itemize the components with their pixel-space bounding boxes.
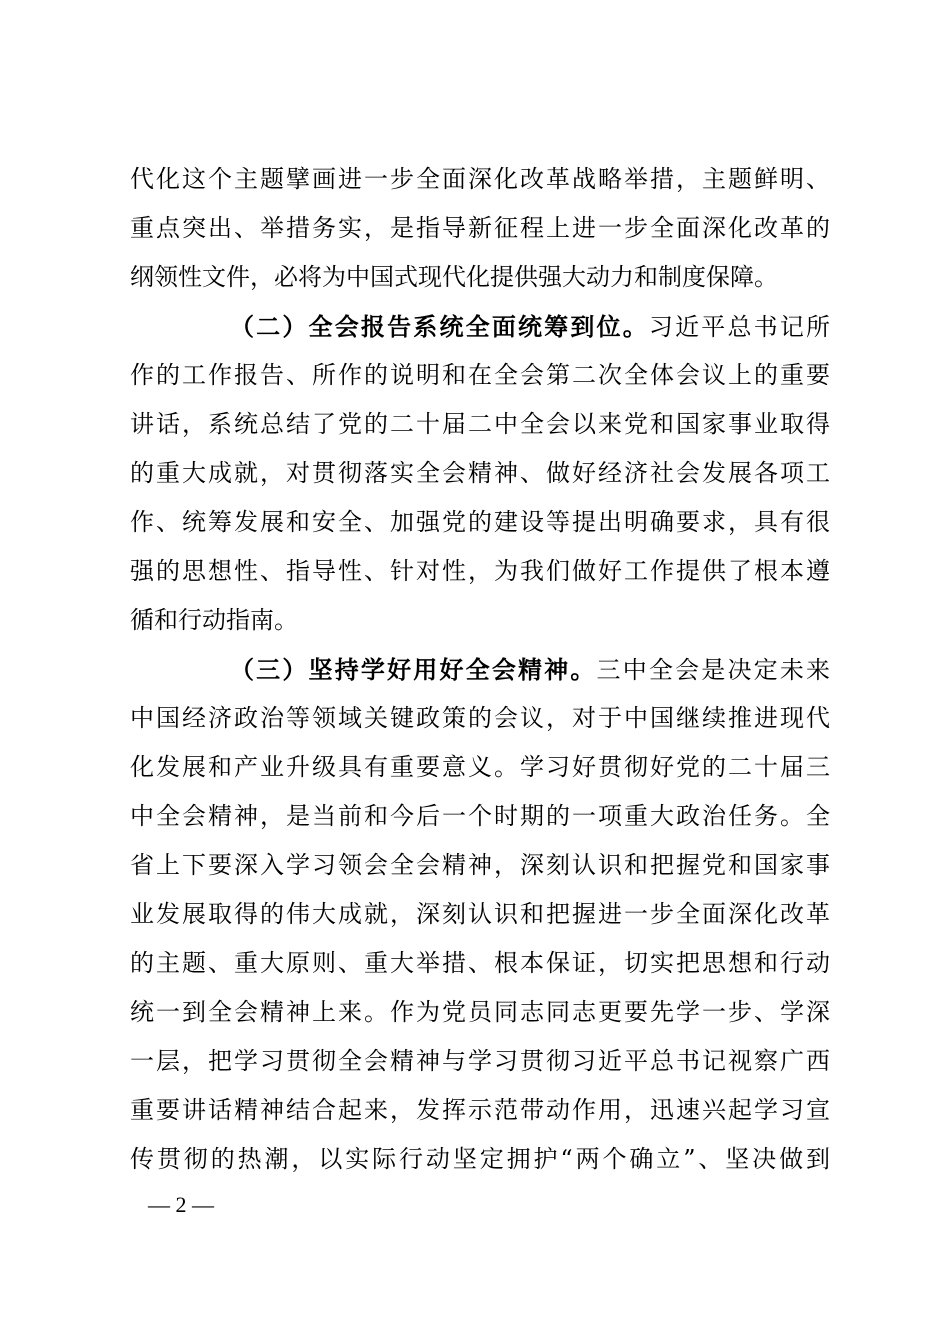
text-line: 重要讲话精神结合起来，发挥示范带动作用，迅速兴起学习宣 (130, 1096, 830, 1124)
text-line: 传贯彻的热潮，以实际行动坚定拥护“两个确立”、坚决做到 (130, 1145, 830, 1173)
text-line: 中国经济政治等领域关键政策的会议，对于中国继续推进现代 (130, 704, 830, 732)
paragraph-3 (130, 645, 830, 1184)
text-line: 的主题、重大原则、重大举措、根本保证，切实把思想和行动 (130, 949, 830, 977)
text-line: 讲话，系统总结了党的二十届二中全会以来党和国家事业取得 (130, 410, 830, 438)
text-line: 重点突出、举措务实，是指导新征程上进一步全面深化改革的 (130, 214, 830, 242)
text-line: 中全会精神，是当前和今后一个时期的一项重大政治任务。全 (130, 802, 830, 830)
text-line (130, 302, 830, 351)
text-line: 一层，把学习贯彻全会精神与学习贯彻习近平总书记视察广西 (130, 1047, 830, 1075)
section-heading-3: （三）坚持学好用好全会精神。 (230, 655, 597, 684)
text-run: 三中全会是决定未来 (596, 656, 830, 684)
paragraph-2 (130, 302, 830, 645)
text-line (130, 645, 830, 694)
document-body (130, 155, 830, 1184)
text-line: 省上下要深入学习领会全会精神，深刻认识和把握党和国家事 (130, 851, 830, 879)
text-line: 统一到全会精神上来。作为党员同志同志更要先学一步、学深 (130, 998, 830, 1026)
text-line: 作、统筹发展和安全、加强党的建设等提出明确要求，具有很 (130, 508, 830, 536)
page-number: — 2 — (148, 1192, 214, 1217)
text-line: 化发展和产业升级具有重要意义。学习好贯彻好党的二十届三 (130, 753, 830, 781)
section-heading-2: （二）全会报告系统全面统筹到位。 (230, 312, 649, 341)
text-run: 习近平总书记所 (648, 313, 830, 341)
text-line: 代化这个主题擘画进一步全面深化改革战略举措，主题鲜明、 (130, 165, 830, 193)
text-line: 业发展取得的伟大成就，深刻认识和把握进一步全面深化改革 (130, 900, 830, 928)
text-line: 作的工作报告、所作的说明和在全会第二次全体会议上的重要 (130, 361, 830, 389)
text-line: 强的思想性、指导性、针对性，为我们做好工作提供了根本遵 (130, 557, 830, 585)
text-line: 的重大成就，对贯彻落实全会精神、做好经济社会发展各项工 (130, 459, 830, 487)
text-line: 纲领性文件，必将为中国式现代化提供强大动力和制度保障。 (130, 263, 778, 291)
text-line: 循和行动指南。 (130, 606, 298, 634)
paragraph-1 (130, 155, 830, 302)
